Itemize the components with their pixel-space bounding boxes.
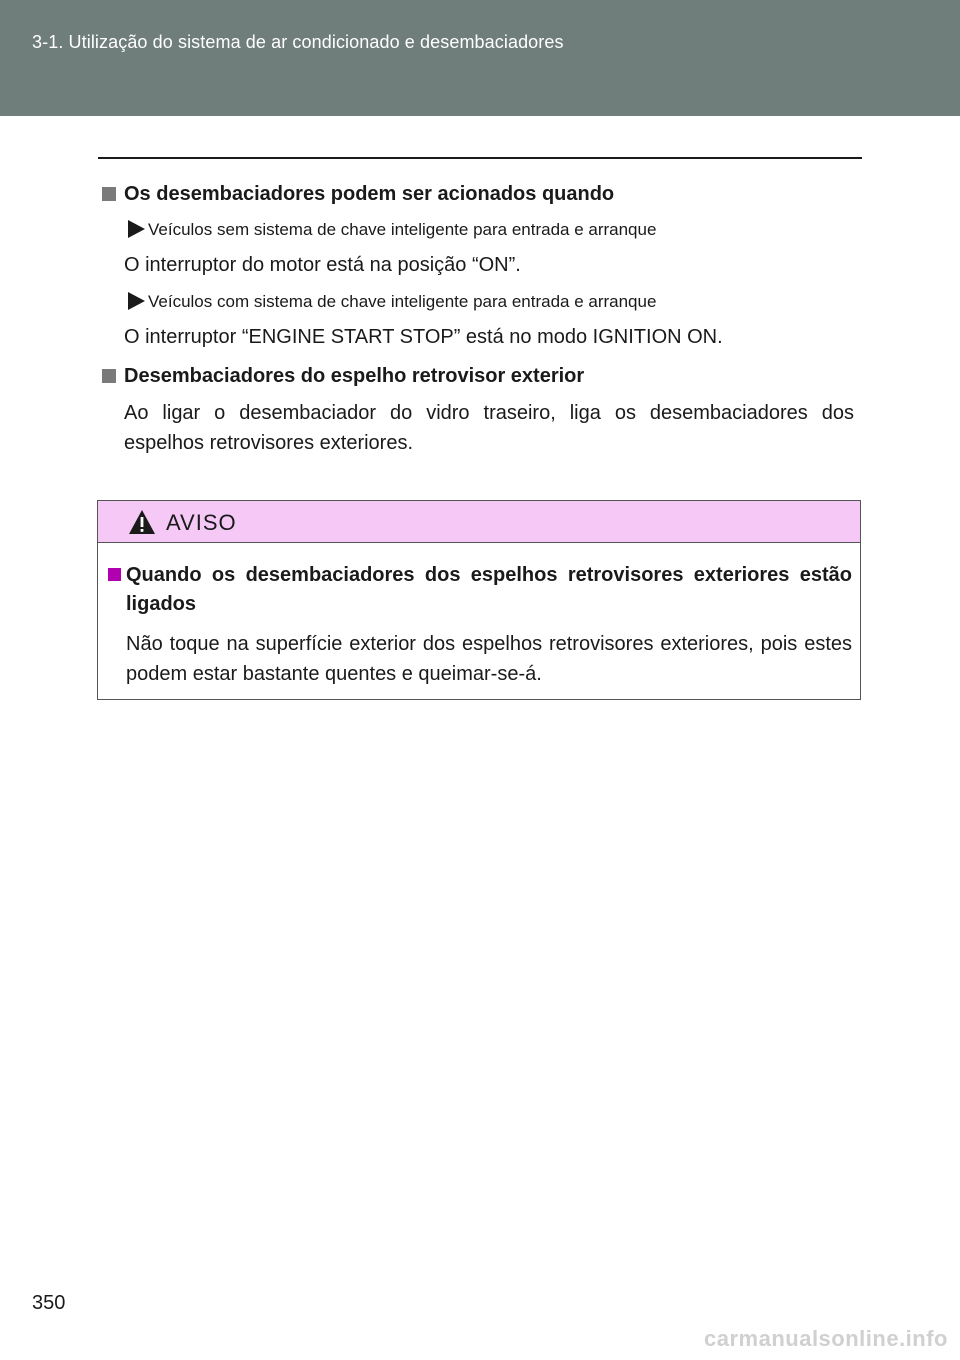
section-title: 3-1. Utilização do sistema de ar condicionado e desembaciadores: [32, 32, 564, 52]
paragraph-engine-start-stop: O interruptor “ENGINE START STOP” está no modo IGNITION ON.: [124, 326, 723, 348]
warning-header: [98, 501, 860, 543]
condition-text: Veículos com sistema de chave inteligente para entrada e arranque: [148, 292, 657, 311]
warning-text: Não toque na superfície exterior dos espelhos retrovisores exteriores, pois estes podem estar bastante quentes e queimar-se-á.: [126, 633, 852, 685]
watermark: carmanualsonline.info: [704, 1326, 948, 1351]
triangle-arrow-icon: [128, 292, 145, 310]
page-number: 350: [32, 1292, 66, 1314]
paragraph-engine-switch: O interruptor do motor está na posição “ON”.: [124, 254, 521, 276]
header-band: [0, 0, 960, 116]
warning-heading-text: Quando os desembaciadores dos espelhos retrovisores exteriores estão ligados: [126, 564, 852, 615]
content: [98, 180, 854, 458]
square-bullet-icon: [102, 369, 116, 383]
condition-no-smart-key: [98, 218, 854, 242]
square-bullet-icon: [108, 568, 121, 581]
condition-text: Veículos sem sistema de chave inteligente para entrada e arranque: [148, 220, 657, 239]
section-heading-mirror-defoggers: [98, 362, 854, 390]
warning-label: AVISO: [166, 510, 237, 535]
warning-heading: [106, 561, 852, 619]
condition-smart-key: [98, 290, 854, 314]
warning-body: [98, 543, 860, 689]
warning-triangle-icon: [128, 509, 156, 535]
section-heading-text: Os desembaciadores podem ser acionados quando: [124, 183, 615, 205]
square-bullet-icon: [102, 187, 116, 201]
triangle-arrow-icon: [128, 220, 145, 238]
top-rule: [98, 157, 862, 159]
section-heading-defoggers: [98, 180, 854, 208]
warning-box: [97, 500, 861, 700]
paragraph-mirror-defoggers: Ao ligar o desembaciador do vidro traseiro, liga os desembaciadores dos espelhos retrovisores exteriores.: [124, 402, 854, 454]
section-heading-text: Desembaciadores do espelho retrovisor exterior: [124, 365, 585, 387]
